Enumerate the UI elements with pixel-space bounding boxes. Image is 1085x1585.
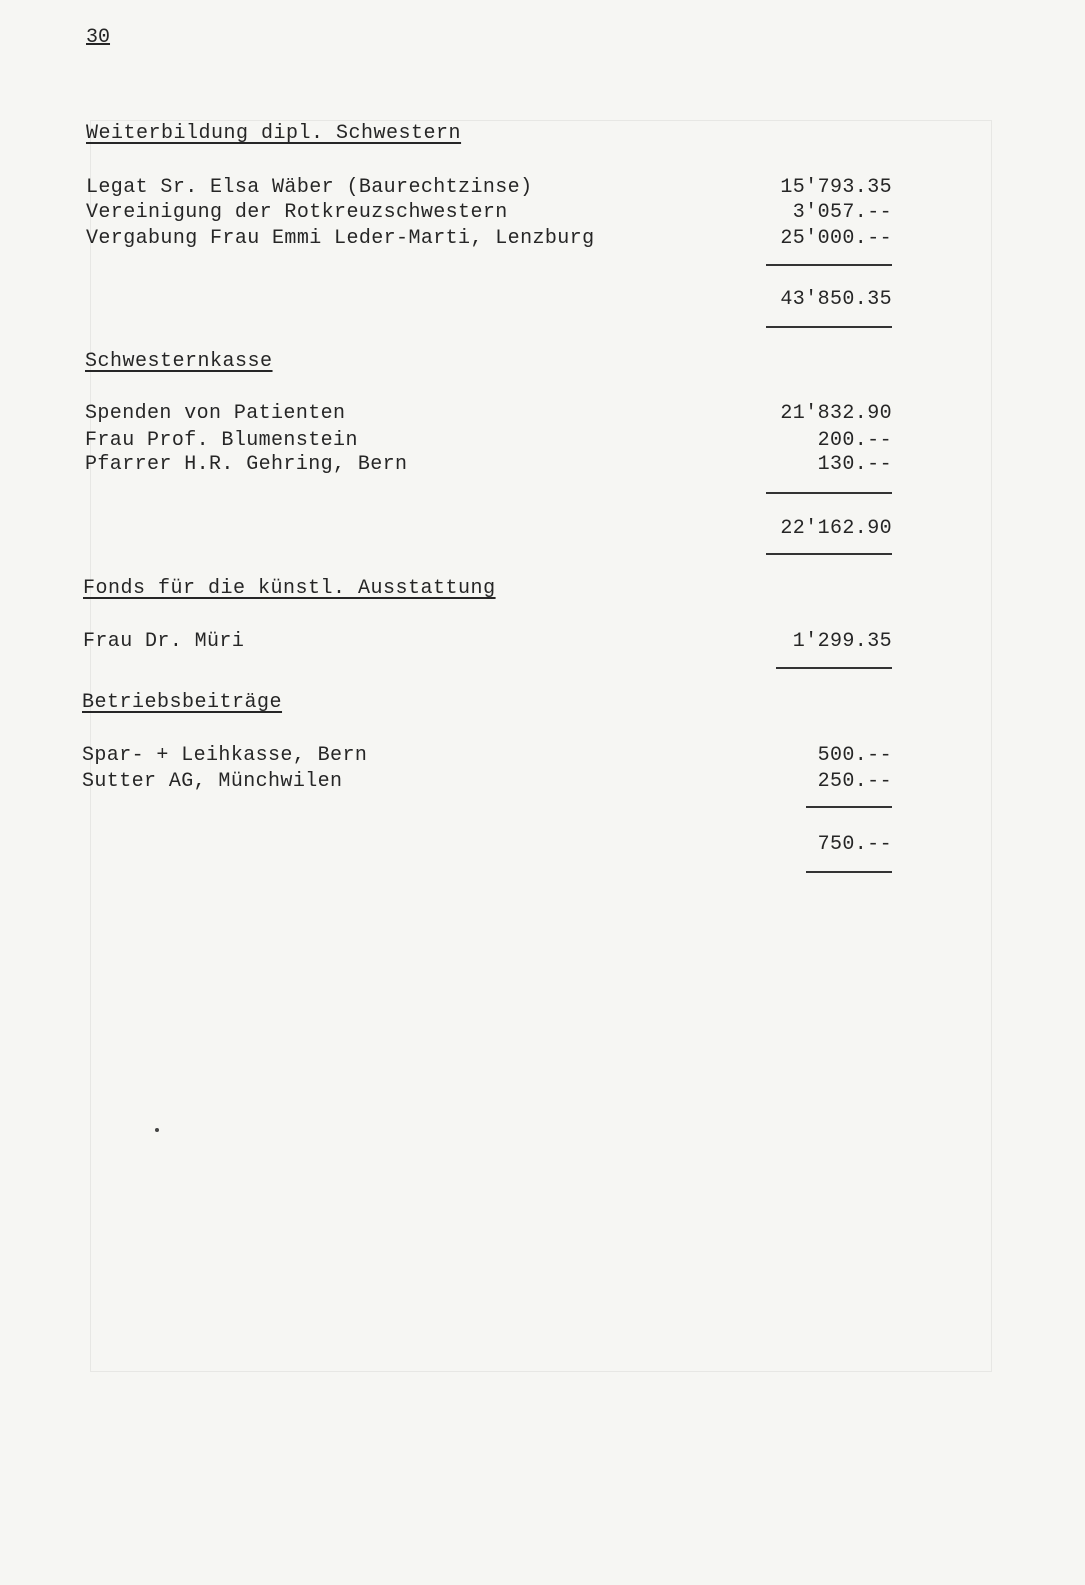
row-amount: 3'057.-- bbox=[792, 201, 892, 224]
row-label: Frau Dr. Müri bbox=[83, 630, 245, 653]
sum-rule bbox=[806, 806, 892, 808]
section-total: 22'162.90 bbox=[780, 517, 892, 540]
total-rule bbox=[766, 326, 892, 328]
row-label: Spenden von Patienten bbox=[85, 402, 346, 425]
section-total: 750.-- bbox=[817, 833, 892, 856]
section-heading-schwesternkasse: Schwesternkasse bbox=[85, 350, 273, 373]
table-row bbox=[83, 630, 892, 656]
section-heading-weiterbildung: Weiterbildung dipl. Schwestern bbox=[86, 122, 462, 145]
section-total: 43'850.35 bbox=[780, 288, 892, 311]
sum-rule bbox=[766, 264, 892, 266]
row-label: Vergabung Frau Emmi Leder-Marti, Lenzburg bbox=[86, 227, 595, 250]
row-amount: 130.-- bbox=[817, 453, 892, 476]
table-row bbox=[86, 227, 892, 253]
table-row bbox=[85, 402, 892, 428]
table-row bbox=[82, 770, 892, 796]
row-amount: 15'793.35 bbox=[780, 176, 892, 199]
table-row bbox=[85, 429, 892, 455]
total-rule bbox=[776, 667, 892, 669]
page-number: 30 bbox=[86, 26, 111, 49]
total-rule bbox=[766, 553, 892, 555]
row-label: Pfarrer H.R. Gehring, Bern bbox=[85, 453, 408, 476]
sum-rule bbox=[766, 492, 892, 494]
row-label: Sutter AG, Münchwilen bbox=[82, 770, 343, 793]
table-row bbox=[86, 176, 892, 202]
table-row bbox=[85, 453, 892, 479]
row-amount: 500.-- bbox=[817, 744, 892, 767]
ink-speck bbox=[155, 1128, 159, 1132]
row-amount: 25'000.-- bbox=[780, 227, 892, 250]
row-amount: 21'832.90 bbox=[780, 402, 892, 425]
section-heading-fonds: Fonds für die künstl. Ausstattung bbox=[83, 577, 496, 600]
total-rule bbox=[806, 871, 892, 873]
table-row bbox=[86, 201, 892, 227]
row-label: Vereinigung der Rotkreuzschwestern bbox=[86, 201, 508, 224]
table-row bbox=[82, 744, 892, 770]
row-amount: 250.-- bbox=[817, 770, 892, 793]
row-amount: 200.-- bbox=[817, 429, 892, 452]
row-amount: 1'299.35 bbox=[792, 630, 892, 653]
row-label: Spar- + Leihkasse, Bern bbox=[82, 744, 368, 767]
section-heading-betriebsbeitraege: Betriebsbeiträge bbox=[82, 691, 283, 714]
row-label: Legat Sr. Elsa Wäber (Baurechtzinse) bbox=[86, 176, 533, 199]
row-label: Frau Prof. Blumenstein bbox=[85, 429, 358, 452]
